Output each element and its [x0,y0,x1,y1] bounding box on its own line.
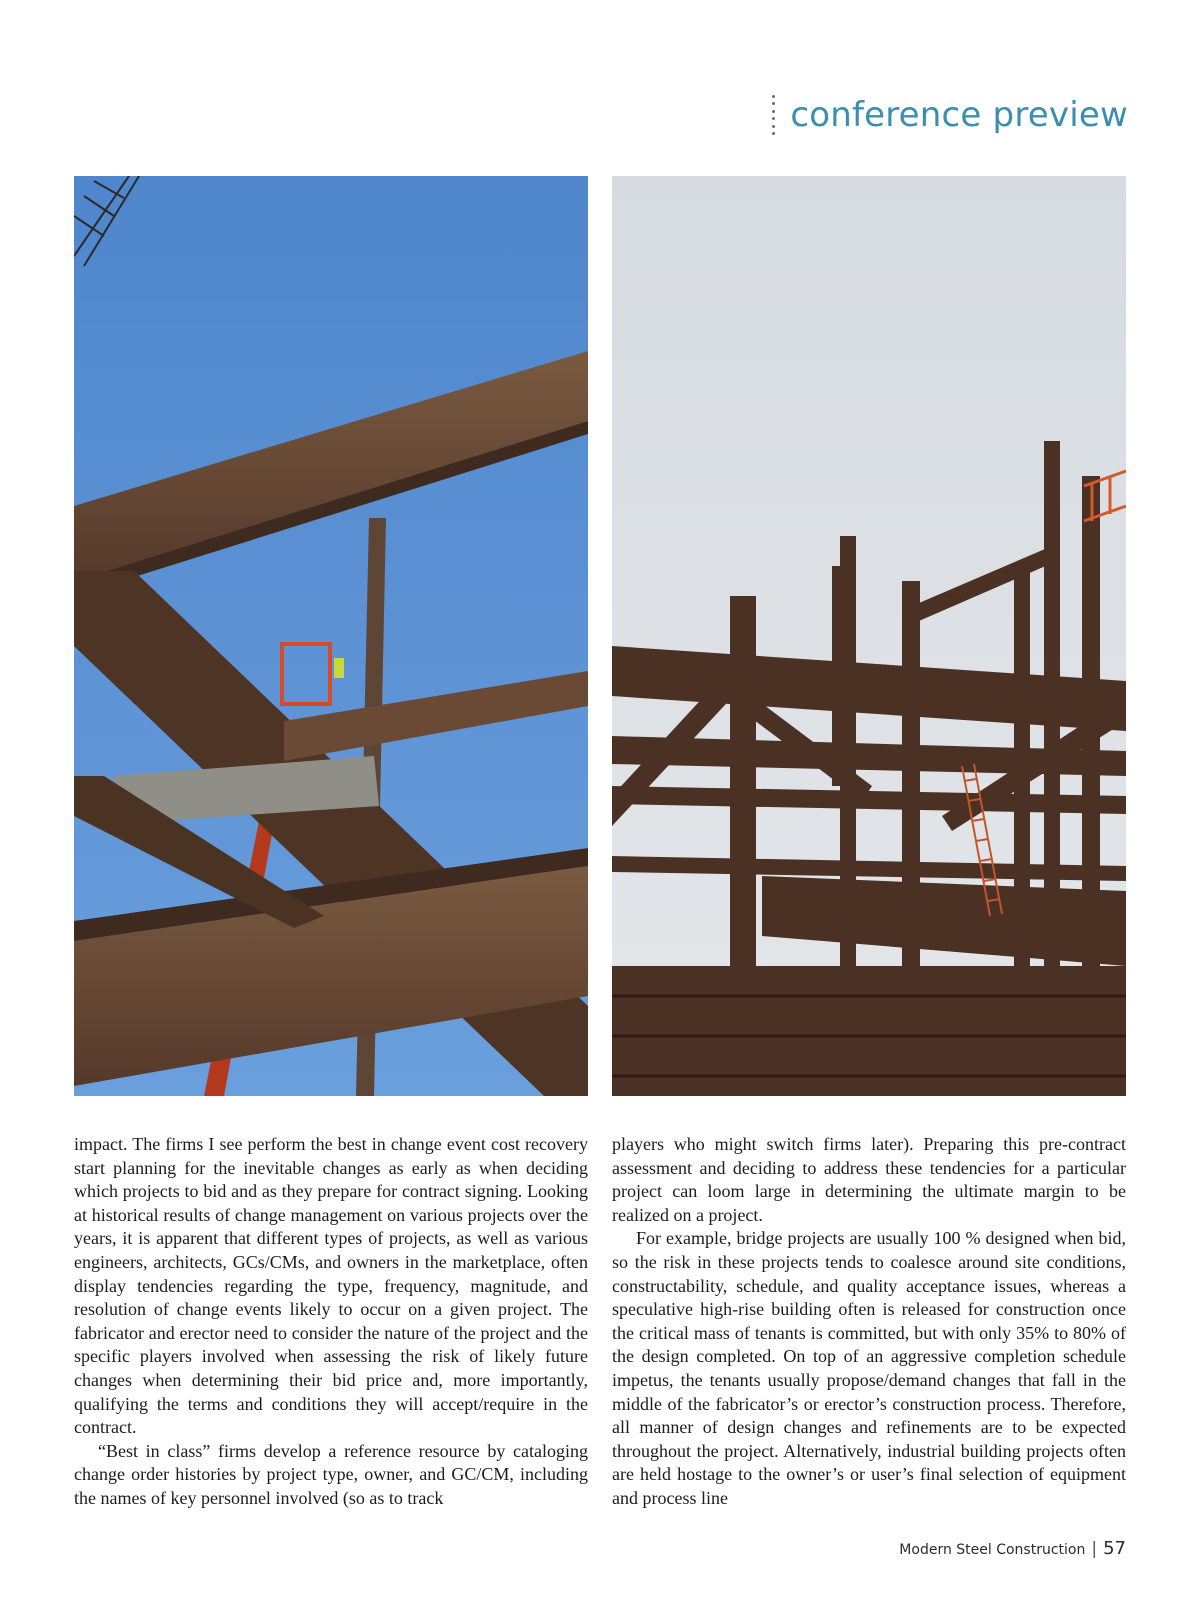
paragraph: For example, bridge projects are usually 100 % designed when bid, so the risk in these projects tends to coalesce around site conditions, constructability, schedule, and quality acceptance issues, whereas a speculative high-rise building often is released for construction once the critical mass of tenants is committed, but with only 35% to 80% of the design completed. On top of an aggressive completion schedule impetus, the tenants usually propose/demand changes that fall in the middle of the fabricator’s or erector’s construction process. Therefore, all manner of design changes and refinements are to be expected throughout the project. Alternatively, industrial building projects often are held hostage to the owner’s or user’s final selection of equipment and process line [612,1228,1126,1508]
photo-steel-beams-blue-sky [74,176,588,1096]
section-header [771,90,1128,140]
paragraph: players who might switch firms later). Preparing this pre-contract assessment and deciding to address these tendencies for a particular project can loom large in determining the ultimate margin to be realized on a project. [612,1134,1126,1225]
photo-steel-frame-overcast-sky [612,176,1126,1096]
body-column-left [74,1133,588,1511]
body-column-right [612,1133,1126,1511]
magazine-name: Modern Steel Construction [899,1542,1086,1558]
paragraph: impact. The firms I see perform the best in change event cost recovery start planning for the inevitable changes as early as when deciding which projects to bid and as they prepare for contract signing. Looking at historical results of change management on various projects over the years, it is apparent that different types of projects, as well as various engineers, architects, GCs/CMs, and owners in the marketplace, often display tendencies regarding the type, frequency, magnitude, and resolution of change events likely to occur on a given project. The fabricator and erector need to consider the nature of the project and the specific players involved when assessing the risk of likely future changes when determining their bid price and, more importantly, qualifying the terms and conditions they will accept/require in the contract. [74,1134,588,1438]
page-footer [899,1538,1126,1559]
footer-divider: | [1091,1539,1098,1559]
dotted-rule [771,95,776,135]
page-number: 57 [1103,1538,1126,1559]
section-title: conference preview [790,95,1128,135]
paragraph: “Best in class” firms develop a reference resource by cataloging change order histories by project type, owner, and GC/CM, including the names of key personnel involved (so as to track [74,1440,588,1508]
